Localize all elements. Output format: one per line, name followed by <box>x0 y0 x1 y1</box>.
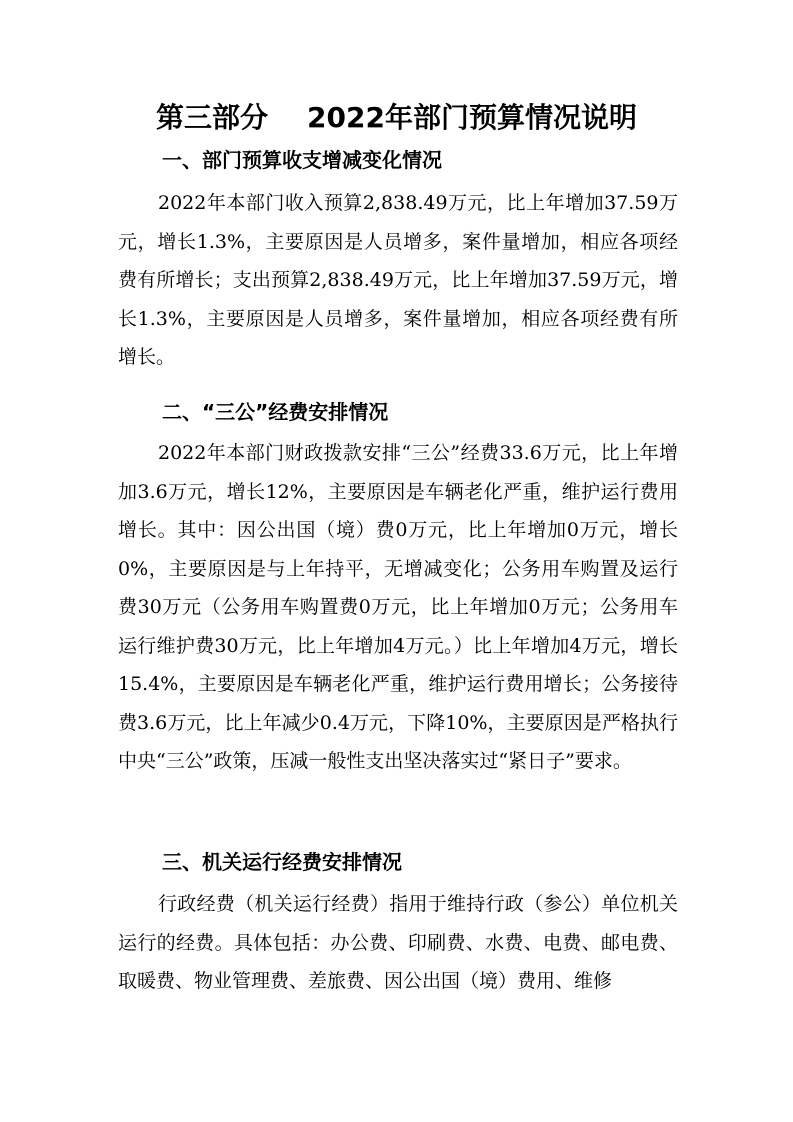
section-paragraph-three-public-expenses: 2022年本部门财政拨款安排“三公”经费33.6万元，比上年增加3.6万元，增长12%，主要原因是车辆老化严重，维护运行费用增长。其中：因公出国（境）费0万元，比上年增加0万元，增长0%，主要原因是与上年持平，无增减变化；公务用车购置及运行费30万元（公务用车购置费0万元，比上年增加0万元；公务用车运行维护费30万元，比上年增加4万元。）比上年增加4万元，增长15.4%，主要原因是车辆老化严重，维护运行费用增长；公务接待费3.6万元，比上年减少0.4万元，下降10%，主要原因是严格执行中央“三公”政策，压减一般性支出坚决落实过“紧日子”要求。 <box>118 442 678 772</box>
section-heading-three-public-expenses: 二、“三公”经费安排情况 <box>162 400 389 424</box>
section-heading-budget-changes: 一、部门预算收支增减变化情况 <box>162 148 442 172</box>
page-title: 第三部分 2022年部门预算情况说明 <box>156 101 637 134</box>
section-paragraph-budget-changes: 2022年本部门收入预算2,838.49万元，比上年增加37.59万元，增长1.3%，主要原因是人员增多，案件量增加，相应各项经费有所增长；支出预算2,838.49万元，比上年增加37.59万元，增长1.3%，主要原因是人员增多，案件量增加，相应各项经费有所增长。 <box>118 192 678 368</box>
section-heading-operating-expenses: 三、机关运行经费安排情况 <box>162 850 402 874</box>
section-paragraph-operating-expenses: 行政经费（机关运行经费）指用于维持行政（参公）单位机关运行的经费。具体包括：办公费、印刷费、水费、电费、邮电费、取暖费、物业管理费、差旅费、因公出国（境）费用、维修 <box>118 893 678 992</box>
